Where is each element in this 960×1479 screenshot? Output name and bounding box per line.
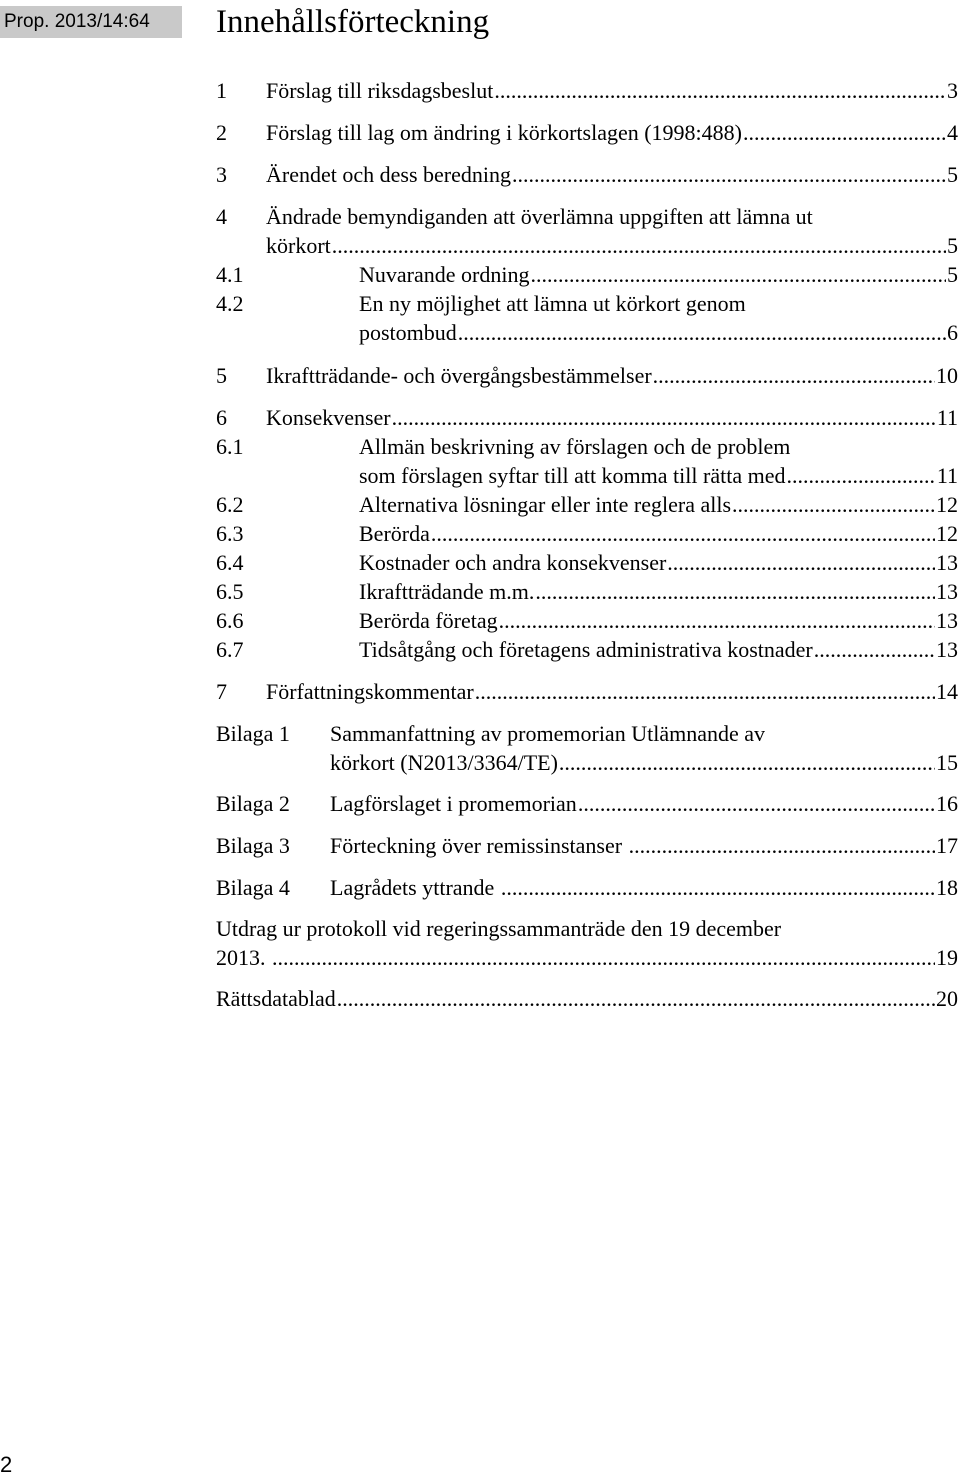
toc-entry-title: Utdrag ur protokoll vid regeringssammanträde den 19 december xyxy=(216,916,782,941)
dot-leader xyxy=(392,403,936,432)
toc-entry-label: Bilaga 4 xyxy=(216,875,290,900)
toc-entry-number: 6.6 xyxy=(216,608,244,633)
toc-entry-title: Lagrådets yttrande xyxy=(330,875,500,900)
toc-page-number: 3 xyxy=(947,78,958,103)
toc-entry-number: 6.3 xyxy=(216,521,244,546)
toc-entry-label: Bilaga 3 xyxy=(216,833,290,858)
toc-entry-title: Tidsåtgång och företagens administrativa kostnader xyxy=(359,637,813,662)
toc-entry-line xyxy=(330,873,958,902)
toc-entry-title: Ärendet och dess beredning xyxy=(266,162,511,187)
dot-leader xyxy=(667,548,935,577)
dot-leader xyxy=(337,984,935,1013)
toc-entry-number: 4.2 xyxy=(216,291,244,316)
toc-page-number: 11 xyxy=(936,463,958,488)
dot-leader xyxy=(431,519,935,548)
toc-entry-line xyxy=(359,548,958,577)
toc-entry-title: Förslag till riksdagsbeslut xyxy=(266,78,494,103)
toc-entry-title-continued: som förslagen syftar till att komma till rätta med xyxy=(359,463,786,488)
toc-entry-number: 6.2 xyxy=(216,492,244,517)
toc-entry-number: 6.5 xyxy=(216,579,244,604)
toc-entry-title: Nuvarande ordning xyxy=(359,262,530,287)
toc-entry-line xyxy=(266,677,958,706)
toc-entry-title: Sammanfattning av promemorian Utlämnande av xyxy=(330,721,765,746)
toc-entry-title: Berörda företag xyxy=(359,608,498,633)
dot-leader xyxy=(653,361,935,390)
toc-entry-number: 6.7 xyxy=(216,637,244,662)
toc-entry-line xyxy=(359,577,958,606)
dot-leader xyxy=(814,635,935,664)
toc-entry-title: Alternativa lösningar eller inte reglera alls xyxy=(359,492,732,517)
dot-leader xyxy=(332,231,946,260)
toc-entry-line xyxy=(266,231,958,260)
dot-leader xyxy=(501,873,935,902)
toc-page-number: 4 xyxy=(947,120,958,145)
page-title: Innehållsförteckning xyxy=(216,4,490,40)
toc-page-number: 5 xyxy=(947,233,958,258)
toc-entry-number: 6.1 xyxy=(216,434,244,459)
toc-entry-title: Förteckning över remissinstanser xyxy=(330,833,628,858)
toc-page-number: 10 xyxy=(936,363,958,388)
toc-entry-number: 4.1 xyxy=(216,262,244,287)
toc-page-number: 5 xyxy=(947,162,958,187)
toc-entry-title-continued: postombud xyxy=(359,320,457,345)
toc-entry-title: Ikraftträdande m.m. xyxy=(359,579,535,604)
toc-page-number: 13 xyxy=(936,579,958,604)
toc-entry-number: 6.4 xyxy=(216,550,244,575)
toc-page-number: 12 xyxy=(936,521,958,546)
toc-page-number: 20 xyxy=(936,986,958,1011)
toc-page-number: 14 xyxy=(936,679,958,704)
toc-entry-line xyxy=(330,831,958,860)
toc-entry-line xyxy=(216,984,958,1013)
toc-entry-line xyxy=(359,318,958,347)
toc-entry-line xyxy=(266,160,958,189)
toc-entry-title: Lagförslaget i promemorian xyxy=(330,791,577,816)
toc-entry-line xyxy=(359,490,958,519)
toc-entry-title: Berörda xyxy=(359,521,430,546)
toc-page-number: 13 xyxy=(936,550,958,575)
toc-page-number: 5 xyxy=(947,262,958,287)
dot-leader xyxy=(494,76,946,105)
toc-entry-line xyxy=(216,943,958,972)
toc-entry-title: Rättsdatablad xyxy=(216,986,336,1011)
toc-entry-title-continued: körkort (N2013/3364/TE) xyxy=(330,750,558,775)
toc-entry-number: 4 xyxy=(216,204,227,229)
toc-entry-label: Bilaga 2 xyxy=(216,791,290,816)
dot-leader xyxy=(535,577,935,606)
toc-entry-number: 7 xyxy=(216,679,227,704)
toc-page-number: 12 xyxy=(936,492,958,517)
toc-page-number: 16 xyxy=(936,791,958,816)
toc-entry-title: Författningskommentar xyxy=(266,679,474,704)
toc-page-number: 13 xyxy=(936,608,958,633)
toc-entry-title-continued: körkort xyxy=(266,233,331,258)
toc-entry-title: Kostnader och andra konsekvenser xyxy=(359,550,667,575)
toc-entry-number: 2 xyxy=(216,120,227,145)
dot-leader xyxy=(475,677,935,706)
dot-leader xyxy=(629,831,935,860)
toc-entry-number: 5 xyxy=(216,363,227,388)
dot-leader xyxy=(512,160,946,189)
toc-entry-line xyxy=(359,635,958,664)
toc-entry-line xyxy=(359,461,958,490)
toc-entry-line xyxy=(330,748,958,777)
toc-entry-title: En ny möjlighet att lämna ut körkort genom xyxy=(359,291,746,316)
dot-leader xyxy=(786,461,935,490)
toc-page-number: 6 xyxy=(947,320,958,345)
toc-entry-title: Konsekvenser xyxy=(266,405,391,430)
toc-entry-title: Ändrade bemyndiganden att överlämna uppgiften att lämna ut xyxy=(266,204,813,229)
toc-entry-line xyxy=(359,260,958,289)
dot-leader xyxy=(559,748,935,777)
toc-page-number: 13 xyxy=(936,637,958,662)
dot-leader xyxy=(499,606,935,635)
dot-leader xyxy=(578,789,935,818)
toc-page-number: 15 xyxy=(936,750,958,775)
dot-leader xyxy=(530,260,946,289)
toc-entry-title: Ikraftträdande- och övergångsbestämmelser xyxy=(266,363,652,388)
document-reference: Prop. 2013/14:64 xyxy=(0,6,182,38)
toc-entry-line xyxy=(266,403,958,432)
toc-entry-number: 6 xyxy=(216,405,227,430)
toc-page-number: 11 xyxy=(936,405,958,430)
toc-entry-number: 1 xyxy=(216,78,227,103)
toc-entry-line xyxy=(266,76,958,105)
toc-page-number: 19 xyxy=(936,945,958,970)
toc-page-number: 18 xyxy=(936,875,958,900)
toc-entry-title-continued: 2013. xyxy=(216,945,271,970)
toc-entry-title: Allmän beskrivning av förslagen och de problem xyxy=(359,434,791,459)
toc-entry-line xyxy=(359,519,958,548)
dot-leader xyxy=(743,118,946,147)
toc-entry-number: 3 xyxy=(216,162,227,187)
toc-entry-line xyxy=(330,789,958,818)
dot-leader xyxy=(732,490,935,519)
toc-entry-label: Bilaga 1 xyxy=(216,721,290,746)
toc-entry-line xyxy=(266,361,958,390)
page-number: 2 xyxy=(0,1452,13,1477)
toc-page-number: 17 xyxy=(936,833,958,858)
toc-entry-line xyxy=(266,118,958,147)
toc-entry-title: Förslag till lag om ändring i körkortslagen (1998:488) xyxy=(266,120,742,145)
dot-leader xyxy=(458,318,946,347)
toc-entry-line xyxy=(359,606,958,635)
dot-leader xyxy=(272,943,935,972)
